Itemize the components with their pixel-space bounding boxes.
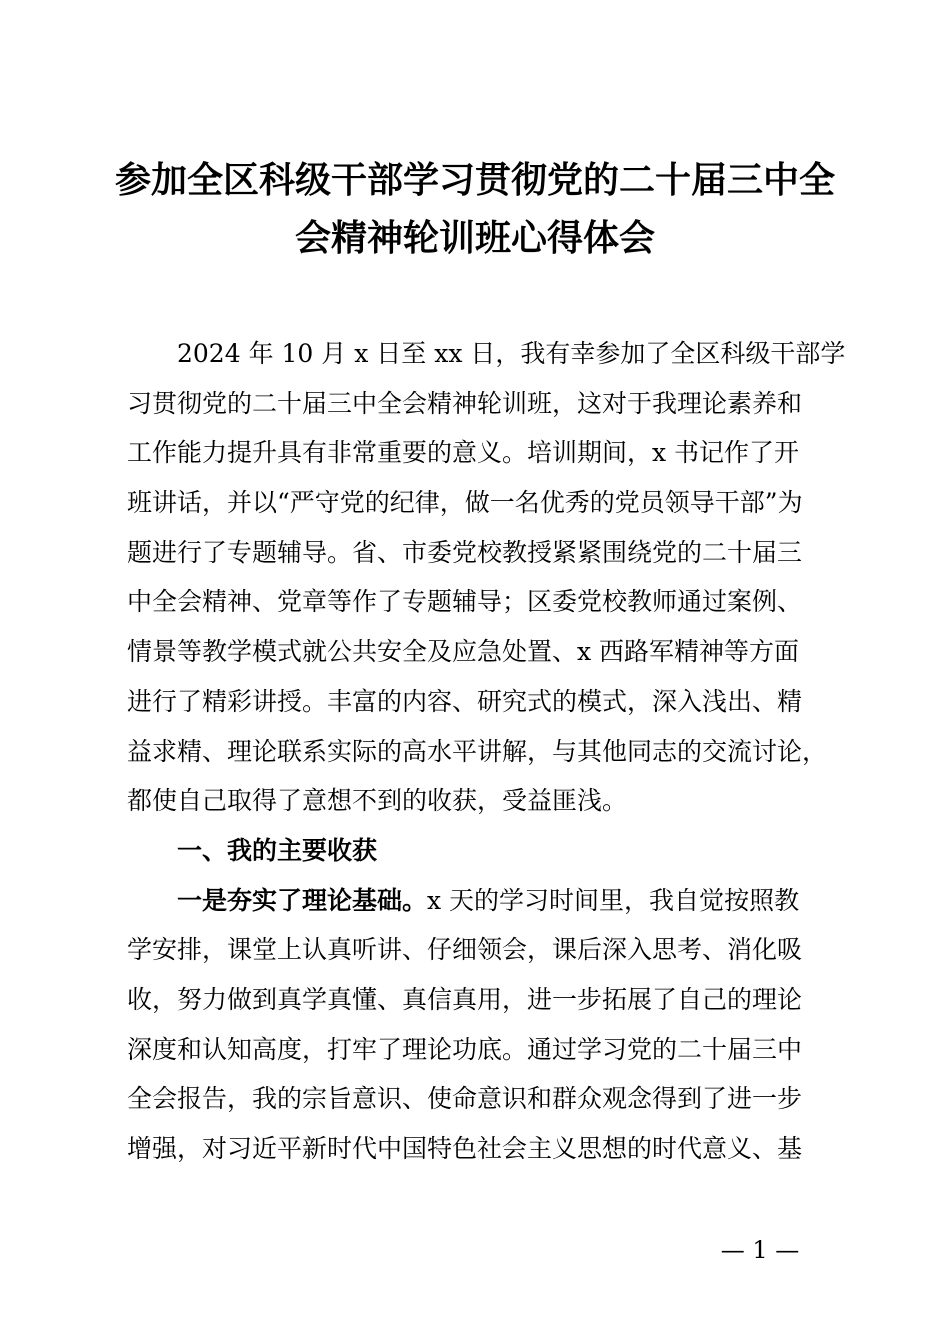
bold-lead-phrase: 一是夯实了理论基础。 bbox=[177, 885, 428, 915]
paragraph-line: 2024 年 10 月 x 日至 xx 日，我有幸参加了全区科级干部学 bbox=[177, 339, 846, 368]
title-line: 会精神轮训班心得体会 bbox=[294, 218, 655, 259]
paragraph-line: 中全会精神、党章等作了专题辅导；区委党校教师通过案例、 bbox=[127, 587, 803, 617]
paragraph-line: 收，努力做到真学真懂、真信真用，进一步拓展了自己的理论 bbox=[127, 984, 803, 1014]
paragraph-line: 学安排，课堂上认真听讲、仔细领会，课后深入思考、消化吸 bbox=[127, 935, 803, 965]
title-line: 参加全区科级干部学习贯彻党的二十届三中全 bbox=[114, 160, 835, 201]
paragraph-line: 工作能力提升具有非常重要的意义。培训期间，x 书记作了开 bbox=[127, 438, 800, 468]
page-number: — 1 — bbox=[720, 1236, 800, 1264]
line-text: x 天的学习时间里，我自觉按照教 bbox=[427, 885, 800, 915]
paragraph-line: 习贯彻党的二十届三中全会精神轮训班，这对于我理论素养和 bbox=[127, 388, 803, 418]
paragraph-line: 都使自己取得了意想不到的收获，受益匪浅。 bbox=[127, 786, 628, 816]
document-title bbox=[100, 152, 850, 268]
section-heading: 一、我的主要收获 bbox=[177, 835, 378, 865]
paragraph-line: 深度和认知高度，打牢了理论功底。通过学习党的二十届三中 bbox=[127, 1034, 803, 1064]
document-body bbox=[127, 329, 846, 1174]
paragraph-line: 情景等教学模式就公共安全及应急处置、x 西路军精神等方面 bbox=[127, 637, 800, 667]
paragraph-line: 全会报告，我的宗旨意识、使命意识和群众观念得到了进一步 bbox=[127, 1084, 803, 1114]
paragraph-line: 益求精、理论联系实际的高水平讲解，与其他同志的交流讨论， bbox=[127, 736, 828, 766]
paragraph-line bbox=[127, 876, 832, 926]
paragraph-line: 班讲话，并以“严守党的纪律，做一名优秀的党员领导干部”为 bbox=[127, 488, 803, 518]
paragraph-line: 增强，对习近平新时代中国特色社会主义思想的时代意义、基 bbox=[127, 1134, 803, 1163]
paragraph-line: 进行了精彩讲授。丰富的内容、研究式的模式，深入浅出、精 bbox=[127, 686, 803, 716]
paragraph-line: 题进行了专题辅导。省、市委党校教授紧紧围绕党的二十届三 bbox=[127, 537, 803, 567]
